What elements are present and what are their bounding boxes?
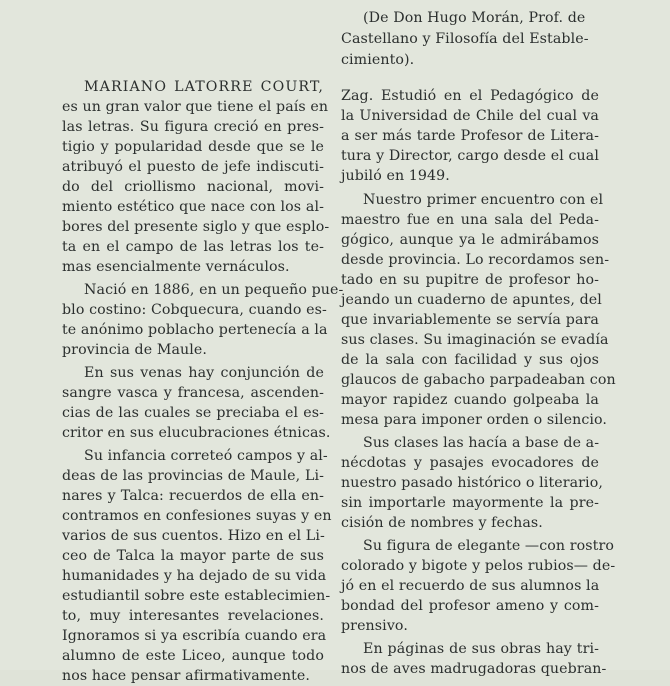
text-line: ceo de Talca la mayor parte de sus [62,548,324,564]
text-line: Zag. Estudió en el Pedagógico de [341,88,599,104]
text-line: es un gran valor que tiene el país en [62,99,329,115]
text-line: cisión de nombres y fechas. [341,515,543,531]
text-line: glaucos de gabacho parpadeaban con [341,372,616,388]
text-line: cias de las cuales se preciaba el es- [62,405,324,421]
text-line: nécdotas y pasajes evocadores de [341,455,599,471]
text-line: sus clases. Su imaginación se evadía [341,332,609,348]
author-name-line: MARIANO LATORRE COURT, [84,79,324,95]
text-line: atribuyó el puesto de jefe indiscuti- [62,159,324,175]
text-line: que invariablemente se servía para [341,312,599,328]
text-line: las letras. Su figura creció en pres- [62,119,324,135]
text-line: to, muy interesantes revelaciones. [62,608,324,624]
text-line: tado en su pupitre de profesor ho- [341,272,599,288]
text-line: maestro fue en una sala del Peda- [341,212,599,228]
text-line: a ser más tarde Profesor de Litera- [341,128,599,144]
text-line: nares y Talca: recuerdos de ella en- [62,488,324,504]
text-line: varios de sus cuentos. Hizo en el Li- [62,528,325,544]
text-line: jó en el recuerdo de sus alumnos la [341,578,600,594]
text-line: Nació en 1886, en un pequeño pue- [84,282,344,298]
text-line: sin importarle mayormente la pre- [341,495,599,511]
attribution-line: Castellano y Filosofía del Estable- [341,31,589,47]
text-line: mas esencialmente vernáculos. [62,259,290,275]
text-line: nos de aves madrugadoras quebran- [341,661,607,677]
text-line: Sus clases las hacía a base de a- [363,435,600,451]
text-line: la Universidad de Chile del cual va [341,108,599,124]
attribution-line: cimiento). [341,52,415,68]
text-line: Ignoramos si ya escribía cuando era [62,628,327,644]
text-line: En sus venas hay conjunción de [84,365,324,381]
text-line: tigio y popularidad desde que se le [62,139,324,155]
text-line: colorado y bigote y pelos rubios— de- [341,558,616,574]
text-line: humanidades y ha dejado de su vida [62,568,327,584]
text-line: blo costino: Cobquecura, cuando es- [62,302,327,318]
text-line: nuestro pasado histórico o literario, [341,475,603,491]
text-line: Su infancia correteó campos y al- [84,448,328,464]
text-line: mesa para imponer orden o silencio. [341,412,608,428]
text-line: mayor rapidez cuando golpeaba la [341,392,599,408]
text-line: bondad del profesor ameno y com- [341,598,599,614]
text-line: nos hace pensar afirmativamente. [62,668,311,684]
text-line: En páginas de sus obras hay tri- [363,641,599,657]
text-line: sangre vasca y francesa, ascenden- [62,385,324,401]
text-line: estudiantil sobre este establecimien- [62,588,331,604]
text-line: Su figura de elegante —con rostro [363,538,614,554]
text-line: miento estético que nace con los al- [62,199,324,215]
text-line: bores del presente siglo y que esplo- [62,219,330,235]
text-line: jubiló en 1949. [341,168,450,184]
text-line: do del criollismo nacional, movi- [62,179,324,195]
text-line: deas de las provincias de Maule, Li- [62,468,324,484]
text-line: tura y Director, cargo desde el cual [341,148,599,164]
text-line: Nuestro primer encuentro con el [363,192,604,208]
text-line: prensivo. [341,618,408,634]
text-line: provincia de Maule. [62,342,208,358]
text-line: alumno de este Liceo, aunque todo [62,648,324,664]
text-line: te anónimo poblacho pertenecía a la [62,322,328,338]
text-line: jeando un cuaderno de apuntes, del [341,292,602,308]
text-line: contramos en confesiones suyas y en [62,508,332,524]
attribution-line: (De Don Hugo Morán, Prof. de [363,10,586,26]
text-line: critor en sus elucubraciones étnicas. [62,425,331,441]
text-line: gógico, aunque ya le admirábamos [341,232,599,248]
text-line: ta en el campo de las letras los te- [62,239,324,255]
text-line: de la sala con facilidad y sus ojos [341,352,599,368]
text-line: desde provincia. Lo recordamos sen- [341,252,610,268]
